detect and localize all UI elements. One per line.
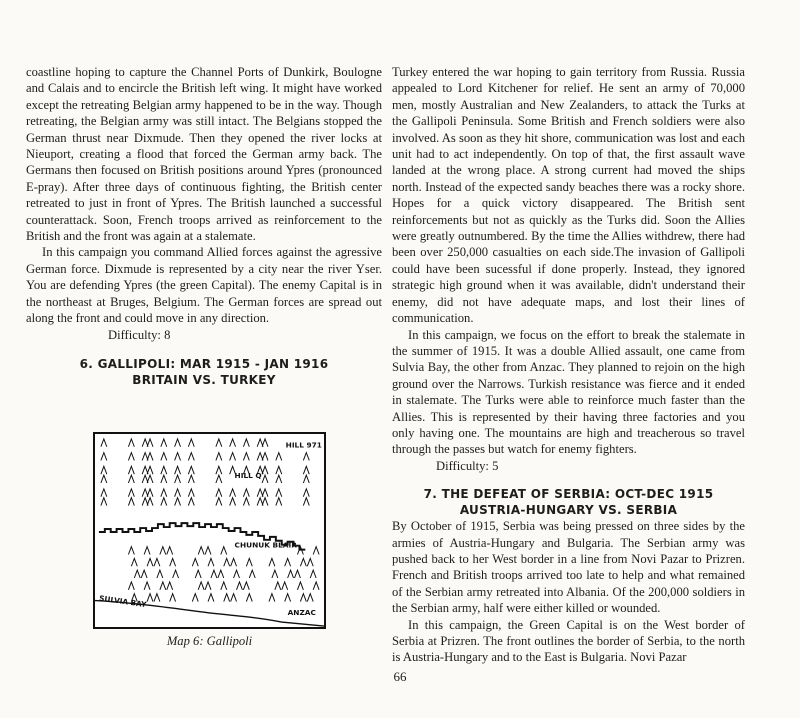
- mountain-symbol: [167, 582, 173, 590]
- hill-q-label: HILL Q: [234, 471, 262, 481]
- mountain-symbol: [205, 582, 211, 590]
- difficulty-8: Difficulty: 8: [108, 327, 171, 342]
- mountain-symbol: [101, 439, 107, 447]
- mountain-symbol: [285, 558, 291, 566]
- mountain-symbol: [216, 489, 222, 497]
- mountain-symbol: [198, 582, 204, 590]
- mountain-symbol: [288, 570, 294, 578]
- right-paragraph-1: Turkey entered the war hoping to gain territory from Russia. Russia appealed to Lord Kitchener for relief. He sent an army of 70,000 men, mostly Australian and New Zealanders, to attack the Turks at the Gallipoli Peninsula. Some British and French soldiers were also involved. As soon as they hit shore, communication was lost and each unit had to act independently. On top of that, the first assault wave landed at the wrong place. A strong current had moved the ships north. Instead of the expected sandy beaches there was a rocky shore. Hopes for a quick victory disappeared. The British sent reinforcements but not as quickly as the Turks did. Soon the Allies were greatly outnumbered. By the time the Allies withdrew, there had been over 250,000 casualties on each side.The invasion of Gallipoli could have been sucessful if done properly. Instead, they ignored strategic high ground when it was available, didn't understand their enemy, did not have adequate maps, and lost their lines of communication.: [392, 65, 745, 326]
- mountain-symbol: [175, 498, 181, 506]
- left-paragraph-2: In this campaign you command Allied forces against the agressive German force. Dixmude is represented by a city near the river Yser. You are defending Ypres (the green Capital). The enemy Capital is in the northeast at Bruges, Belgium. The German forces are spread out along the front and could move in any direction.: [26, 245, 382, 326]
- mountain-symbol: [310, 570, 316, 578]
- mountain-symbol: [170, 558, 176, 566]
- right-paragraph-4: In this campaign, the Green Capital is on the West border of Serbia at Prizren. The front outlines the border of Serbia, to the north is Austria-Hungary and to the East is Bulgaria. Novi Pazar: [392, 617, 745, 665]
- mountain-symbol: [128, 498, 134, 506]
- mountain-symbol: [313, 582, 319, 590]
- section-subheading-gallipoli: BRITAIN VS. TURKEY: [132, 372, 276, 387]
- mountain-symbol: [147, 439, 153, 447]
- mountain-symbol: [173, 570, 179, 578]
- mountain-symbol: [300, 558, 306, 566]
- mountain-symbol: [161, 489, 167, 497]
- right-column: [392, 64, 745, 666]
- mountain-symbol: [313, 547, 319, 555]
- gallipoli-map: [93, 432, 326, 629]
- mountain-symbol: [154, 594, 160, 602]
- mountain-symbol: [216, 498, 222, 506]
- mountain-symbol: [230, 498, 236, 506]
- mountain-symbol: [303, 475, 309, 483]
- mountain-symbol: [161, 453, 167, 461]
- mountain-symbol: [307, 594, 313, 602]
- mountain-symbol: [234, 570, 240, 578]
- mountain-symbol: [157, 570, 163, 578]
- mountain-symbol: [170, 594, 176, 602]
- right-paragraph-3: By October of 1915, Serbia was being pressed on three sides by the armies of Austria-Hungary and Bulgaria. The Serbian army was pushed back to her West border in a line from Novi Pazar to Prizren. French and British troops arrived too late to help and what remained of the Serbian army retreated into Albania. Of the 200,000 soldiers in the Serbian army, half were either killed or wounded.: [392, 519, 745, 616]
- mountain-symbol: [276, 453, 282, 461]
- mountain-symbol: [276, 466, 282, 474]
- mountain-symbol: [262, 498, 268, 506]
- mountain-symbol: [224, 594, 230, 602]
- section-heading-gallipoli: 6. GALLIPOLI: MAR 1915 - JAN 1916: [79, 356, 329, 371]
- mountain-symbol: [269, 594, 275, 602]
- mountain-symbol: [188, 466, 194, 474]
- mountain-symbol: [231, 558, 237, 566]
- section-heading-serbia: 7. THE DEFEAT OF SERBIA: OCT-DEC 1915: [423, 487, 714, 502]
- mountain-symbol: [276, 475, 282, 483]
- mountain-symbol: [276, 489, 282, 497]
- mountain-symbol: [144, 547, 150, 555]
- mountain-symbol: [128, 453, 134, 461]
- mountain-symbol: [101, 489, 107, 497]
- mountain-symbol: [161, 475, 167, 483]
- mountain-symbol: [188, 453, 194, 461]
- mountain-symbol: [161, 439, 167, 447]
- mountain-symbol: [147, 489, 153, 497]
- mountain-symbol: [230, 453, 236, 461]
- mountain-symbol: [221, 547, 227, 555]
- mountain-symbol: [128, 466, 134, 474]
- mountain-symbol: [243, 582, 249, 590]
- mountain-symbol: [237, 582, 243, 590]
- mountain-symbol: [101, 466, 107, 474]
- mountain-symbol: [175, 453, 181, 461]
- mountain-symbol: [224, 558, 230, 566]
- mountain-symbol: [101, 498, 107, 506]
- mountain-symbol: [276, 498, 282, 506]
- mountain-symbol: [188, 498, 194, 506]
- mountain-symbol: [205, 547, 211, 555]
- mountain-symbol: [216, 439, 222, 447]
- map-caption: Map 6: Gallipoli: [166, 634, 253, 648]
- mountain-symbol: [303, 466, 309, 474]
- mountain-symbol: [243, 453, 249, 461]
- mountain-symbol: [161, 498, 167, 506]
- mountain-symbol: [198, 547, 204, 555]
- mountain-symbol: [175, 466, 181, 474]
- mountain-symbol: [131, 558, 137, 566]
- mountain-symbol: [147, 498, 153, 506]
- mountain-symbol: [167, 547, 173, 555]
- mountain-symbol: [175, 489, 181, 497]
- mountain-symbol: [147, 594, 153, 602]
- mountain-symbol: [262, 453, 268, 461]
- chunuk-blair-label: CHUNUK BLAIR: [234, 540, 297, 550]
- mountain-symbol: [262, 439, 268, 447]
- mountain-symbol: [282, 582, 288, 590]
- difficulty-5: Difficulty: 5: [436, 458, 499, 473]
- mountain-symbol: [147, 453, 153, 461]
- mountain-symbol: [303, 453, 309, 461]
- mountain-symbol: [154, 558, 160, 566]
- mountain-symbol: [161, 466, 167, 474]
- page-number: 66: [393, 669, 407, 684]
- mountain-symbol: [243, 498, 249, 506]
- mountain-symbol: [216, 475, 222, 483]
- mountain-symbol: [243, 489, 249, 497]
- mountain-symbol: [147, 558, 153, 566]
- mountain-symbol: [175, 439, 181, 447]
- mountain-symbol: [303, 489, 309, 497]
- mountain-symbol: [160, 547, 166, 555]
- mountain-symbol: [147, 466, 153, 474]
- mountain-symbol: [262, 466, 268, 474]
- mountain-symbol: [221, 582, 227, 590]
- mountain-symbol: [147, 475, 153, 483]
- mountain-symbol: [230, 439, 236, 447]
- anzac-label: ANZAC: [287, 608, 316, 618]
- mountain-symbol: [262, 475, 268, 483]
- mountain-symbol: [134, 570, 140, 578]
- mountain-symbol: [128, 439, 134, 447]
- mountain-symbol: [128, 489, 134, 497]
- mountain-symbol: [188, 475, 194, 483]
- mountain-symbol: [243, 439, 249, 447]
- mountain-symbol: [269, 558, 275, 566]
- mountain-symbol: [188, 439, 194, 447]
- mountain-symbol: [144, 582, 150, 590]
- mountain-symbol: [208, 558, 214, 566]
- mountain-symbol: [211, 570, 217, 578]
- mountain-symbol: [216, 466, 222, 474]
- mountain-symbol: [141, 570, 147, 578]
- mountain-symbol: [295, 570, 301, 578]
- hill-971-label: HILL 971: [285, 440, 322, 450]
- mountain-symbol: [275, 582, 281, 590]
- mountain-symbol: [175, 475, 181, 483]
- left-paragraph-1: coastline hoping to capture the Channel Ports of Dunkirk, Boulogne and Calais and to encircle the British left wing. It might have worked except the retreating Belgian army happened to be in the way. Though retreating, the Belgian army was still intact. The Belgians stopped the German thrust near Dixmude. Then they opened the river locks at Nieuport, creating a flood that forced the German army back. The Germans then focused on British positions around Ypres (pronounced E-pray). After three days of continuous fighting, the British center retreated to just in front of Ypres. The British launched a successful counterattack. Soon, French troops arrived as reinforcement to the British and the front was again at a stalemate.: [26, 65, 382, 244]
- mountain-symbol: [297, 582, 303, 590]
- left-column: [26, 64, 382, 388]
- mountain-symbol: [218, 570, 224, 578]
- sulvia-bay-label: SULVIA BAY: [98, 593, 148, 610]
- mountain-symbol: [246, 558, 252, 566]
- mountain-symbol: [188, 489, 194, 497]
- mountain-symbol: [285, 594, 291, 602]
- gallipoli-map-svg: [95, 434, 324, 627]
- mountain-symbol: [101, 453, 107, 461]
- mountain-symbol: [195, 570, 201, 578]
- mountain-symbol: [128, 547, 134, 555]
- mountain-symbol: [192, 558, 198, 566]
- right-paragraph-2: In this campaign, we focus on the effort to break the stalemate in the summer of 1915. It was a double Allied assault, one came from Sulvia Bay, the other from Anzac. They planned to rejoin on the high ground over the Narrows. Turkish resistance was fierce and it ended in stalemate. The Turks were able to reinforce much faster than the Allies. This is represented by their having three factories and you only having one. The mountains are high and treacherous so travel through the passes but watch for enemy fighters.: [392, 327, 745, 457]
- mountain-symbols: [101, 439, 319, 602]
- mountain-symbol: [231, 594, 237, 602]
- mountain-symbol: [216, 453, 222, 461]
- mountain-symbol: [128, 475, 134, 483]
- mountain-symbol: [303, 498, 309, 506]
- mountain-symbol: [208, 594, 214, 602]
- mountain-symbol: [230, 489, 236, 497]
- mountain-symbol: [101, 475, 107, 483]
- mountain-symbol: [272, 570, 278, 578]
- mountain-symbol: [128, 582, 134, 590]
- mountain-symbol: [192, 594, 198, 602]
- mountain-symbol: [246, 594, 252, 602]
- mountain-symbol: [307, 558, 313, 566]
- mountain-symbol: [262, 489, 268, 497]
- mountain-symbol: [249, 570, 255, 578]
- mountain-symbol: [300, 594, 306, 602]
- section-subheading-serbia: AUSTRIA-HUNGARY VS. SERBIA: [459, 503, 678, 518]
- mountain-symbol: [160, 582, 166, 590]
